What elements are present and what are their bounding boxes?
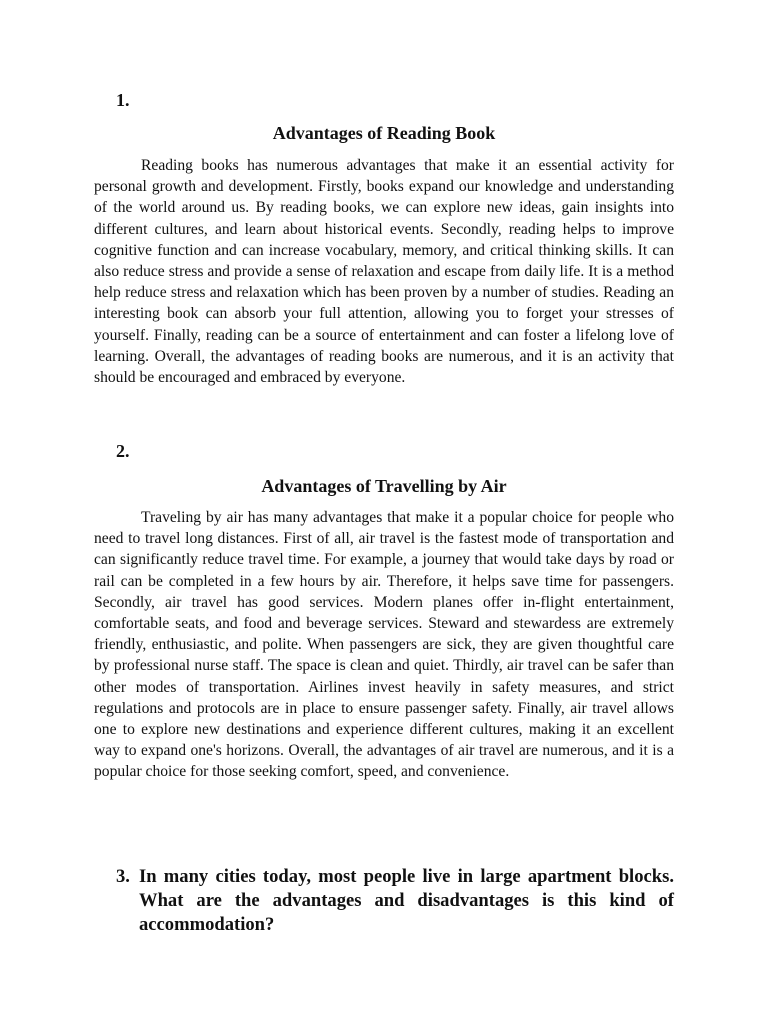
section-2-body: Traveling by air has many advantages that make it a popular choice for people who need to travel long distances. First of all, air travel is the fastest mode of transportation and can significantly reduce travel time. For example, a journey that would take days by road or rail can be completed in a few hours by air. Therefore, it helps save time for passengers. Secondly, air travel has good services. Modern planes offer in-flight entertainment, comfortable seats, and food and beverage services. Steward and stewardess are extremely friendly, enthusiastic, and polite. When passengers are sick, they are given thoughtful care by professional nurse staff. The space is clean and quiet. Thirdly, air travel can be safer than other modes of transportation. Airlines invest heavily in safety measures, and strict regulations and protocols are in place to ensure passenger safety. Finally, air travel allows one to explore new destinations and experience different cultures, making it an excellent way to expand one's horizons. Overall, the advantages of air travel are numerous, and it is a popular choice for those seeking comfort, speed, and convenience. [94,509,674,781]
section-1-body: Reading books has numerous advantages that make it an essential activity for personal growth and development. Firstly, books expand our knowledge and understanding of the world around us. By reading books, we can explore new ideas, gain insights into different cultures, and learn about historical events. Secondly, reading helps to improve cognitive function and can increase vocabulary, memory, and critical thinking skills. It can also reduce stress and provide a sense of relaxation and escape from daily life. It is a method help reduce stress and relaxation which has been proven by a number of studies. Reading an interesting book can absorb your full attention, allowing you to forget your stresses of yourself. Finally, reading can be a source of entertainment and can foster a lifelong love of learning. Overall, the advantages of reading books are numerous, and it is an activity that should be encouraged and embraced by everyone. [94,157,674,387]
section-1-number: 1. [116,90,130,110]
section-1-title: Advantages of Reading Book [272,123,496,143]
section-2-title: Advantages of Travelling by Air [261,476,507,496]
section-3-question-block [116,865,674,937]
section-2-number: 2. [116,441,130,461]
section-3-question: In many cities today, most people live in large apartment blocks. What are the advantages and disadvantages is this kind of accommodation? [139,866,674,935]
section-3-number: 3. [116,866,130,887]
